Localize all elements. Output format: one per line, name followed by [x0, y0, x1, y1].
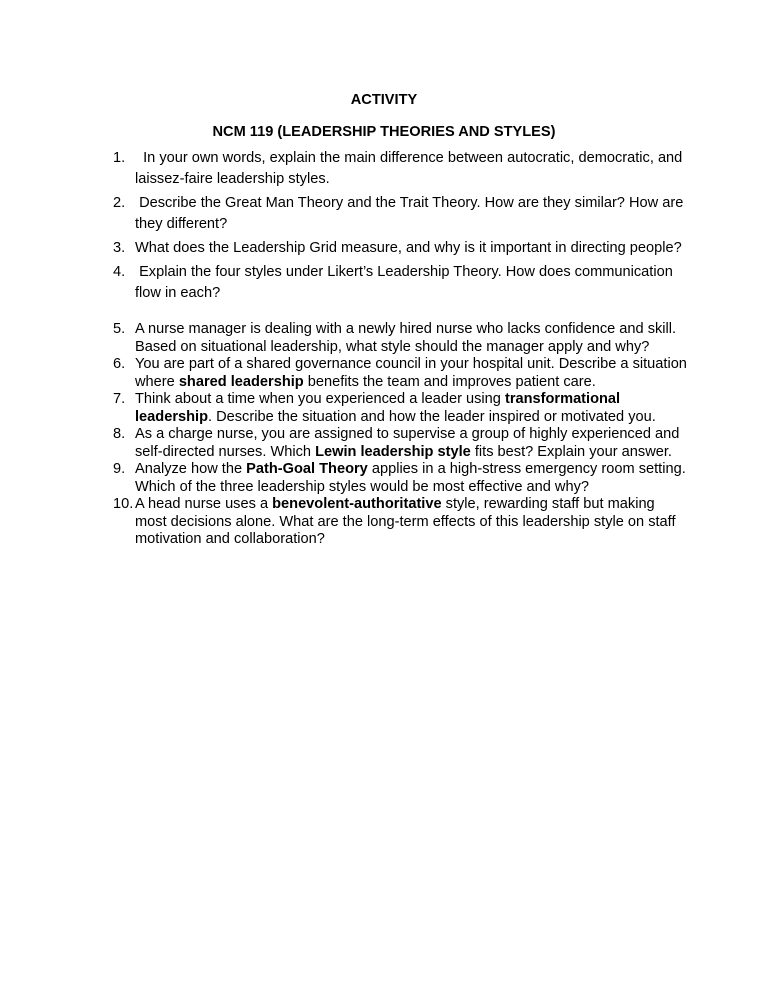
question-number: 2.: [113, 195, 126, 211]
question-text-segment: As a charge nurse, you are assigned to supervise a group of highly experienced and self-directed nurses. Which: [135, 426, 684, 460]
question-text-segment: benefits the team and improves patient care.: [303, 373, 596, 390]
question-text-emphasis: shared leadership: [178, 373, 304, 390]
question-number: 9.: [113, 461, 126, 477]
question-item: [0, 321, 768, 356]
question-item: [0, 426, 768, 461]
question-text: [135, 391, 690, 426]
question-item: [0, 496, 768, 549]
question-list-group-1: [0, 148, 768, 307]
page-title: ACTIVITY: [350, 92, 418, 108]
question-text-emphasis: benevolent-authoritative: [272, 496, 442, 512]
question-text: [135, 193, 690, 235]
question-text-segment: . Describe the situation and how the leader inspired or motivated you.: [208, 408, 656, 425]
question-text-segment: applies in a high-stress emergency room setting. Which of the three leadership styles would be most effective and why?: [135, 461, 690, 495]
question-text-segment: Think about a time when you experienced a leader using: [135, 391, 505, 407]
question-text-segment: A head nurse uses a: [135, 496, 273, 512]
question-item: [0, 193, 768, 235]
question-text-emphasis: Lewin leadership style: [315, 443, 471, 460]
page-subtitle: NCM 119 (LEADERSHIP THEORIES AND STYLES): [212, 124, 556, 140]
question-text: [135, 426, 690, 461]
question-number: 6.: [113, 356, 126, 372]
question-number: 7.: [113, 391, 126, 407]
question-text-segment: fits best? Explain your answer.: [470, 443, 672, 460]
question-text: [135, 262, 690, 304]
question-item: [0, 238, 768, 259]
question-text-segment: style, rewarding staff but making most decisions alone. What are the long-term effects of this leadership style on staff motivation and collaboration?: [135, 496, 680, 547]
question-text-segment: Explain the four styles under Likert’s Leadership Theory. How does communication flow in each?: [135, 264, 677, 301]
question-text-emphasis: Path-Goal Theory: [246, 461, 368, 477]
question-text: [135, 321, 690, 356]
question-text: [135, 148, 690, 190]
question-text-segment: Analyze how the: [135, 461, 247, 477]
question-item: [0, 391, 768, 426]
question-text-emphasis: transformational leadership: [135, 391, 625, 425]
question-text-segment: Describe the Great Man Theory and the Trait Theory. How are they similar? How are they different?: [135, 195, 688, 232]
question-item: [0, 262, 768, 304]
question-number: 10.: [113, 496, 134, 512]
question-number: 3.: [113, 240, 126, 256]
question-text: [135, 496, 690, 549]
question-item: [0, 356, 768, 391]
question-text: [135, 461, 690, 496]
question-number: 5.: [113, 321, 126, 337]
question-text-segment: In your own words, explain the main difference between autocratic, democratic, and laissez-faire leadership styles.: [135, 150, 687, 187]
question-number: 4.: [113, 264, 126, 280]
question-number: 1.: [113, 150, 126, 166]
question-text-segment: A nurse manager is dealing with a newly hired nurse who lacks confidence and skill. Based on situational leadership, what style should the manager apply and why?: [135, 321, 681, 355]
question-text: [135, 238, 690, 259]
question-item: [0, 148, 768, 190]
question-item: [0, 461, 768, 496]
question-text-segment: You are part of a shared governance council in your hospital unit. Describe a situation where: [135, 356, 691, 390]
question-text-segment: What does the Leadership Grid measure, and why is it important in directing people?: [135, 240, 682, 256]
question-number: 8.: [113, 426, 126, 442]
question-list-group-2: [0, 321, 768, 549]
question-text: [135, 356, 690, 391]
